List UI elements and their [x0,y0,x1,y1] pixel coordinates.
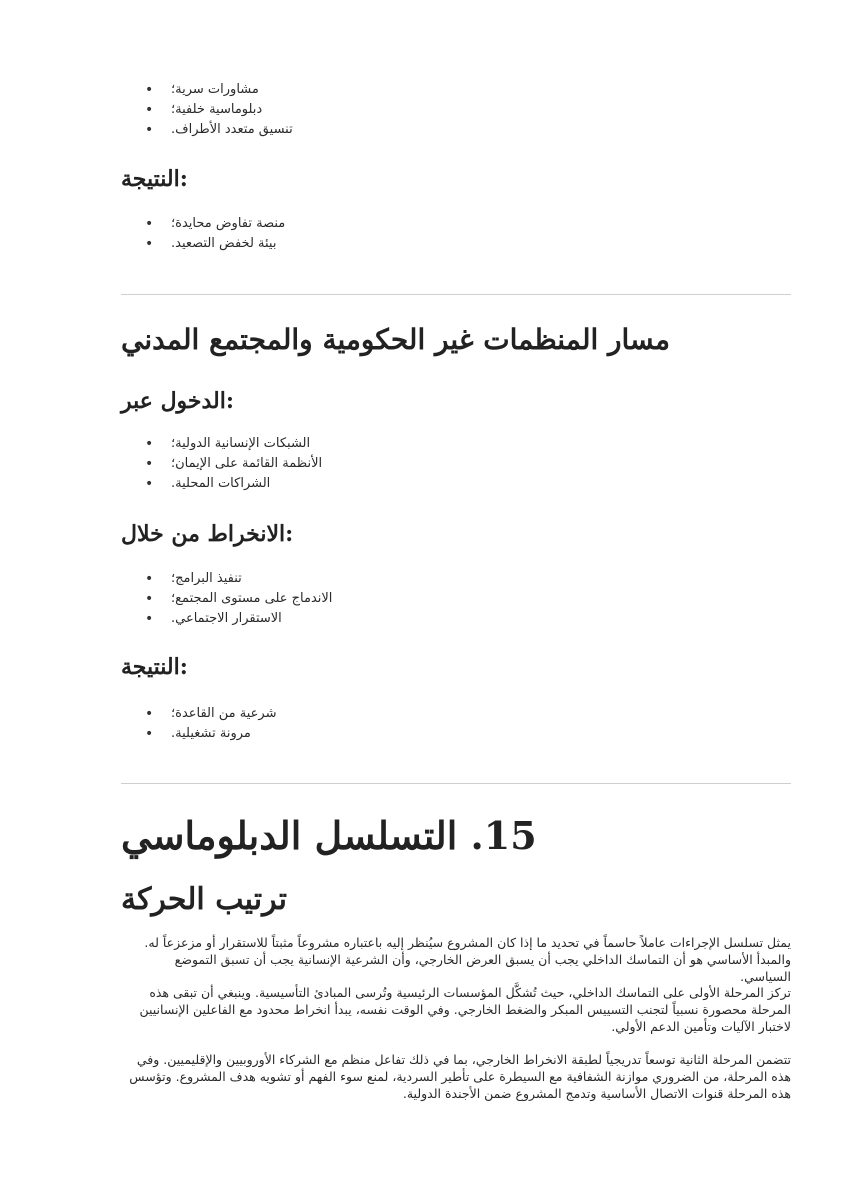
bullet-icon: • [145,82,154,98]
list-item: • الاندماج على مستوى المجتمع؛ [145,591,333,607]
bullet-icon: • [145,591,154,607]
result-heading: النتيجة: [121,166,188,192]
list-item: • بيئة لخفض التصعيد. [145,236,277,252]
list-item: • منصة تفاوض محايدة؛ [145,216,286,232]
chapter-title: 15. التسلسل الدبلوماسي [121,813,537,858]
list-item: • دبلوماسية خلفية؛ [145,102,263,118]
bullet-list-result-ngo [121,704,791,744]
section-title-ngo: مسار المنظمات غير الحكومية والمجتمع المدني [121,323,671,356]
bullet-icon: • [145,476,154,492]
section-title-movement: ترتيب الحركة [121,882,287,917]
bullet-icon: • [145,216,154,232]
bullet-icon: • [145,236,154,252]
section-divider [121,783,791,784]
bullet-icon: • [145,611,154,627]
paragraph: تتضمن المرحلة الثانية توسعاً تدريجياً لطبقة الانخراط الخارجي، بما في ذلك تفاعل منظم مع الشركاء الأوروبيين والإقليميين. وفي هذه المرحلة، من الضروري موازنة الشفافية مع السيطرة على تأطير السردية، لمنع سوء الفهم أو تشويه هدف المشروع. وتؤسس هذه المرحلة قنوات الاتصال الأساسية وتدمج المشروع ضمن الأجندة الدولية. [129,1052,791,1101]
bullet-icon: • [145,102,154,118]
bullet-list-result [121,214,791,254]
list-item: • تنفيذ البرامج؛ [145,571,242,587]
list-item: • الشبكات الإنسانية الدولية؛ [145,436,311,452]
list-item: • شرعية من القاعدة؛ [145,706,277,722]
paragraph: تركز المرحلة الأولى على التماسك الداخلي، حيث تُشكَّل المؤسسات الرئيسية وتُرسى المبادئ التأسيسية. وينبغي أن تبقى هذه المرحلة محصورة نسبياً لتجنب التسييس المبكر والضغط الخارجي. وفي الوقت نفسه، يبدأ انخراط محدود مع الفاعلين الإنسانيين لاختبار الآليات وتأمين الدعم الأولي. [139,985,791,1034]
list-item: • الاستقرار الاجتماعي. [145,611,282,627]
list-item: • مشاورات سرية؛ [145,82,259,98]
list-item: • مرونة تشغيلية. [145,726,251,742]
bullet-list-engagement [121,569,791,629]
bullet-icon: • [145,571,154,587]
list-item: • الشراكات المحلية. [145,476,271,492]
bullet-list-entry [121,434,791,494]
bullet-icon: • [145,122,154,138]
bullet-icon: • [145,436,154,452]
entry-heading: الدخول عبر: [121,388,235,414]
bullet-list-channels [121,80,791,140]
list-item: • الأنظمة القائمة على الإيمان؛ [145,456,323,472]
paragraph: يمثل تسلسل الإجراءات عاملاً حاسماً في تحديد ما إذا كان المشروع سيُنظر إليه باعتباره مشروعاً مثبتاً للاستقرار أو مزعزعاً له. والمبدأ الأساسي هو أن التماسك الداخلي يجب أن يسبق العرض الخارجي، وأن الشرعية الإنسانية يجب أن تسبق التموضع السياسي. [144,935,791,984]
section-divider [121,294,791,295]
bullet-icon: • [145,706,154,722]
bullet-icon: • [145,456,154,472]
list-item: • تنسيق متعدد الأطراف. [145,122,293,138]
result-heading: النتيجة: [121,654,188,680]
engagement-heading: الانخراط من خلال: [121,521,294,547]
bullet-icon: • [145,726,154,742]
